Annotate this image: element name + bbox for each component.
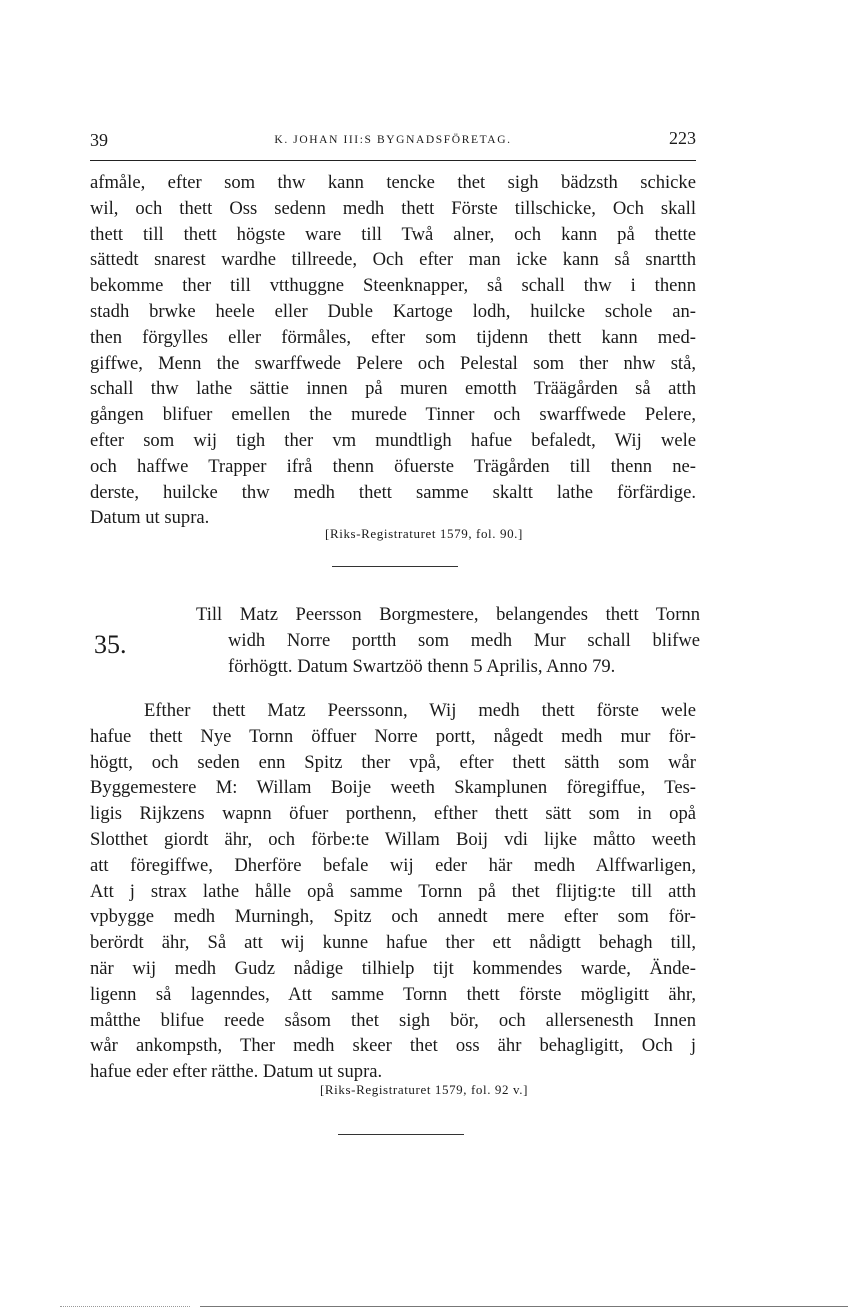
- text-line: och haffwe Trapper ifrå thenn öfuerste Trägården till thenn ne-: [90, 455, 696, 477]
- document-heading: [196, 602, 700, 679]
- text-line: Efther thett Matz Peerssonn, Wij medh thett förste wele: [144, 700, 696, 721]
- document-number: 35.: [94, 630, 127, 659]
- text-line: högtt, och seden enn Spitz ther vpå, efter thett sätth som wår: [90, 751, 696, 773]
- text-line: wil, och thett Oss sedenn medh thett Förste tillschicke, Och skall: [90, 197, 696, 219]
- section-divider: [332, 566, 458, 567]
- scan-edge-rule: [200, 1306, 848, 1307]
- scan-edge-dots: [60, 1306, 190, 1307]
- text-line: ligenn så lagenndes, Att samme Tornn thett förste mögligitt ähr,: [90, 983, 696, 1005]
- text-line: Byggemestere M: Willam Boije weeth Skamplunen föregiffue, Tes-: [90, 777, 696, 799]
- section-number: 39: [90, 130, 108, 150]
- page-number: 223: [669, 128, 696, 148]
- text-line: sättedt snarest wardhe tillreede, Och efter man icke kann så snartth: [90, 249, 696, 271]
- paragraph-body: [90, 698, 696, 1085]
- text-line: ligis Rijkzens wapnn öfuer porthenn, efther thett sätt som in opå: [90, 803, 696, 825]
- text-line: Datum ut supra.: [90, 507, 210, 529]
- source-citation: [Riks-Registraturet 1579, fol. 90.]: [325, 526, 523, 541]
- text-line: berördt ähr, Så att wij kunne hafue ther ett nådigtt behagh till,: [90, 932, 696, 954]
- heading-line: Till Matz Peersson Borgmestere, belangendes thett Tornn: [196, 604, 700, 625]
- text-line: derste, huilcke thw medh thett samme skaltt lathe förfärdige.: [90, 481, 696, 503]
- text-line: efter som wij tigh ther vm mundtligh hafue befaledt, Wij wele: [90, 429, 696, 451]
- text-line: bekomme ther till vtthuggne Steenknapper, så schall thw i thenn: [90, 275, 696, 297]
- running-header: [90, 128, 696, 154]
- text-line: vpbygge medh Murningh, Spitz och annedt mere efter som för-: [90, 906, 696, 928]
- section-divider: [338, 1134, 464, 1135]
- text-line: att föregiffwe, Dherföre befale wij eder här medh Alffwarligen,: [90, 854, 696, 876]
- text-line: stadh brwke heele eller Duble Kartoge lodh, huilcke schole an-: [90, 300, 696, 322]
- text-line: gången blifuer emellen the murede Tinner och swarffwede Pelere,: [90, 404, 696, 426]
- text-line: giffwe, Menn the swarffwede Pelere och Pelestal som ther nhw stå,: [90, 352, 696, 374]
- text-line: thett till thett högste ware till Twå alner, och kann på thette: [90, 223, 696, 245]
- heading-line: widh Norre portth som medh Mur schall blifwe: [228, 629, 700, 651]
- running-title: K. JOHAN III:S BYGNADSFÖRETAG.: [274, 134, 512, 146]
- text-line: måtthe blifue reede såsom thet sigh bör, och allersenesth Innen: [90, 1009, 696, 1031]
- text-line: hafue thett Nye Tornn öffuer Norre portt, någedt medh mur för-: [90, 725, 696, 747]
- text-line: Slotthet giordt ähr, och förbe:te Willam Boij vdi lijke måtto weeth: [90, 828, 696, 850]
- paragraph-continuation: [90, 170, 696, 531]
- header-rule: [90, 160, 696, 161]
- text-line: hafue eder efter rätthe. Datum ut supra.: [90, 1061, 383, 1083]
- source-citation: [Riks-Registraturet 1579, fol. 92 v.]: [319, 1082, 529, 1097]
- text-line: när wij medh Gudz nådige tilhielp tijt kommendes warde, Ände-: [90, 957, 696, 979]
- text-line: wår ankompsth, Ther medh skeer thet oss ähr behagligitt, Och j: [90, 1035, 696, 1057]
- text-line: schall thw lathe sättie innen på muren emotth Träägården så atth: [90, 378, 696, 400]
- text-line: then förgylles eller förmåles, efter som tijdenn thett kann med-: [90, 326, 696, 348]
- text-line: Att j strax lathe hålle opå samme Tornn på thet flijtig:te till atth: [90, 880, 696, 902]
- heading-line: förhögtt. Datum Swartzöö thenn 5 Aprilis, Anno 79.: [228, 655, 616, 677]
- text-line: afmåle, efter som thw kann tencke thet sigh bädzsth schicke: [90, 172, 696, 193]
